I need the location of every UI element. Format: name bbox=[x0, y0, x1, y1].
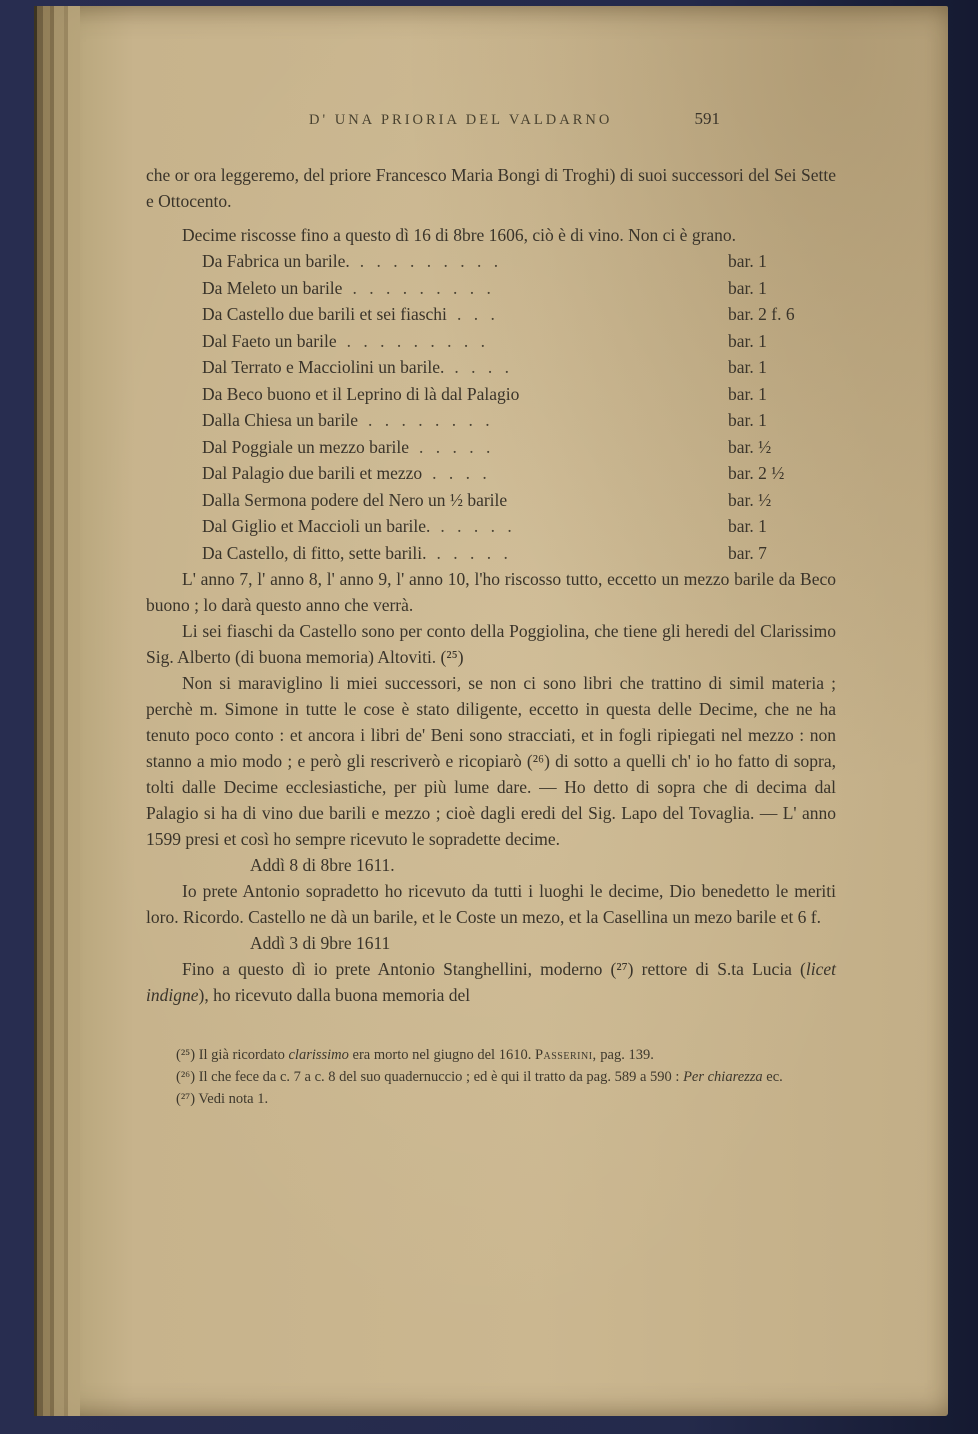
prete-paragraph: Io prete Antonio sopradetto ho ricevuto da tutti i luoghi le decime, Dio benedetto le meriti loro. Ricordo. Castello ne dà un barile, et le Coste un mezo, et la Casellina un mezo barile et 6 f. bbox=[146, 881, 836, 927]
decime-label: Dal Faeto un barile bbox=[202, 330, 337, 351]
footnote-27 bbox=[146, 1088, 836, 1110]
decime-label: Da Fabrica un barile. bbox=[202, 251, 350, 271]
list-item bbox=[202, 275, 836, 302]
decime-value: bar. ½ bbox=[728, 436, 772, 457]
decime-list bbox=[202, 248, 836, 566]
footnote-26 bbox=[146, 1066, 836, 1088]
list-item bbox=[202, 434, 836, 461]
decime-label: Dalla Chiesa un barile bbox=[202, 410, 358, 430]
list-item bbox=[202, 540, 836, 567]
dot-leader: . . . . . bbox=[436, 542, 512, 563]
decime-value: bar. 1 bbox=[728, 330, 767, 351]
footnote-25-smallcaps: Passerini, bbox=[534, 1047, 597, 1063]
footnote-26-marker: (²⁶) bbox=[176, 1069, 196, 1085]
book-page bbox=[34, 6, 948, 1416]
footnote-26-italic: Per chiarezza bbox=[683, 1069, 763, 1085]
dot-leader bbox=[507, 487, 728, 514]
decime-value: bar. 1 bbox=[728, 410, 767, 430]
fino-latin-italic: licet indigne bbox=[146, 959, 836, 1005]
footnote-25 bbox=[146, 1044, 836, 1066]
decime-label: Da Beco buono et il Leprino di là dal Palagio bbox=[202, 383, 520, 404]
decime-value: bar. 1 bbox=[728, 383, 767, 404]
decime-label: Da Castello due barili et sei fiaschi bbox=[202, 304, 447, 324]
decime-label: Dal Terrato e Macciolini un barile. bbox=[202, 357, 445, 377]
decime-label: Dalla Sermona podere del Nero un ½ barile bbox=[202, 489, 508, 510]
dot-leader bbox=[519, 381, 728, 408]
page-text-block bbox=[146, 109, 836, 1110]
dot-leader: . . . . . . . . . bbox=[359, 251, 503, 271]
dot-leader: . . . . . bbox=[440, 516, 516, 536]
footnote-27-text: Vedi nota 1. bbox=[195, 1091, 269, 1107]
decime-value: bar. 1 bbox=[728, 357, 767, 377]
successori-paragraph: Non si maraviglino li miei successori, se non ci sono libri che trattino di simil materia ; perchè m. Simone in tutte le cose è stato diligente, eccetto in questa delle Decime, che ne ha tenuto poco conto : et ancora i libri de' Beni sono stracciati, et in fogli ripiegati nel mezzo : non stanno a mio modo ; e però gli rescriverò e ricopiarò (²⁶) di sotto a quelli ch' io ho fatto di sopra, tolti dalle Decime ecclesiastiche, per più lume dare. — Ho detto di sopra che di decima dal Palagio si ha di vino due barili e mezzo ; cioè dagli eredi del Sig. Lapo del Tovaglia. — L' anno 1599 presi et così ho sempre ricevuto le sopradette decime. bbox=[146, 673, 836, 849]
list-item bbox=[202, 460, 836, 487]
footnote-25-marker: (²⁵) bbox=[176, 1047, 196, 1063]
decime-value: bar. 2 ½ bbox=[728, 463, 785, 483]
decime-value: bar. 2 f. 6 bbox=[728, 304, 795, 324]
list-item bbox=[202, 513, 836, 540]
page-number: 591 bbox=[694, 109, 720, 128]
decime-value: bar. ½ bbox=[728, 489, 772, 510]
footnote-25-italic: clarissimo bbox=[288, 1047, 349, 1063]
fino-text-end: ), ho ricevuto dalla buona memoria del bbox=[198, 985, 471, 1005]
date-line-9bre-1611: Addì 3 di 9bre 1611 bbox=[250, 933, 391, 953]
date-line-8bre-1611: Addì 8 di 8bre 1611. bbox=[250, 855, 395, 875]
list-item bbox=[202, 487, 836, 514]
list-item bbox=[202, 354, 836, 381]
list-item bbox=[202, 301, 836, 328]
footnote-25-text: Il già ricordato bbox=[195, 1047, 289, 1063]
decime-label: Dal Poggiale un mezzo barile bbox=[202, 436, 410, 457]
fiaschi-paragraph: Li sei fiaschi da Castello sono per conto della Poggiolina, che tiene gli heredi del Clarissimo Sig. Alberto (di buona memoria) Altoviti. (²⁵) bbox=[146, 621, 836, 667]
dot-leader: . . . . . . . . . bbox=[352, 277, 495, 298]
dot-leader: . . . . . bbox=[419, 436, 495, 457]
decime-label: Da Castello, di fitto, sette barili. bbox=[202, 542, 427, 563]
list-item bbox=[202, 407, 836, 434]
list-item bbox=[202, 328, 836, 355]
decime-value: bar. 1 bbox=[728, 277, 767, 298]
footnotes-section bbox=[146, 1044, 836, 1110]
footnote-26-text: Il che fece da c. 7 a c. 8 del suo quadernuccio ; ed è qui il tratto da pag. 589 a 590 : bbox=[195, 1069, 684, 1085]
decime-label: Dal Palagio due barili et mezzo bbox=[202, 463, 423, 483]
footnote-26-text-2: ec. bbox=[762, 1069, 783, 1085]
decime-value: bar. 1 bbox=[728, 516, 767, 536]
decime-intro-paragraph: Decime riscosse fino a questo dì 16 di 8bre 1606, ciò è di vino. Non ci è grano. bbox=[182, 225, 737, 245]
decime-value: bar. 7 bbox=[728, 542, 767, 563]
dot-leader: . . . . . . . . bbox=[368, 410, 494, 430]
dot-leader: . . . . bbox=[454, 357, 514, 377]
decime-label: Dal Giglio et Maccioli un barile. bbox=[202, 516, 431, 536]
list-item bbox=[202, 381, 836, 408]
dot-leader: . . . . . . . . . bbox=[346, 330, 489, 351]
dot-leader: . . . bbox=[456, 304, 499, 324]
dot-leader: . . . . bbox=[432, 463, 491, 483]
fino-text-start: Fino a questo dì io prete Antonio Stanghellini, moderno (²⁷) rettore di S.ta Lucia ( bbox=[182, 959, 806, 979]
decime-value: bar. 1 bbox=[728, 251, 767, 271]
opening-paragraph: che or ora leggeremo, del priore Francesco Maria Bongi di Troghi) di suoi successori del Sei Sette e Ottocento. bbox=[146, 165, 836, 211]
footnote-27-marker: (²⁷) bbox=[176, 1091, 196, 1107]
running-title: D' UNA PRIORIA DEL VALDARNO bbox=[309, 112, 613, 128]
anno-paragraph: L' anno 7, l' anno 8, l' anno 9, l' anno 10, l'ho riscosso tutto, eccetto un mezzo barile da Beco buono ; lo darà questo anno che verrà. bbox=[146, 569, 836, 615]
page-header bbox=[146, 109, 836, 138]
footnote-25-text-2: era morto nel giugno del 1610. bbox=[348, 1047, 535, 1063]
page-edge-decoration bbox=[34, 6, 80, 1416]
footnote-25-text-3: pag. 139. bbox=[596, 1047, 654, 1063]
fino-paragraph bbox=[146, 956, 836, 1008]
decime-label: Da Meleto un barile bbox=[202, 277, 343, 298]
list-item bbox=[202, 248, 836, 275]
